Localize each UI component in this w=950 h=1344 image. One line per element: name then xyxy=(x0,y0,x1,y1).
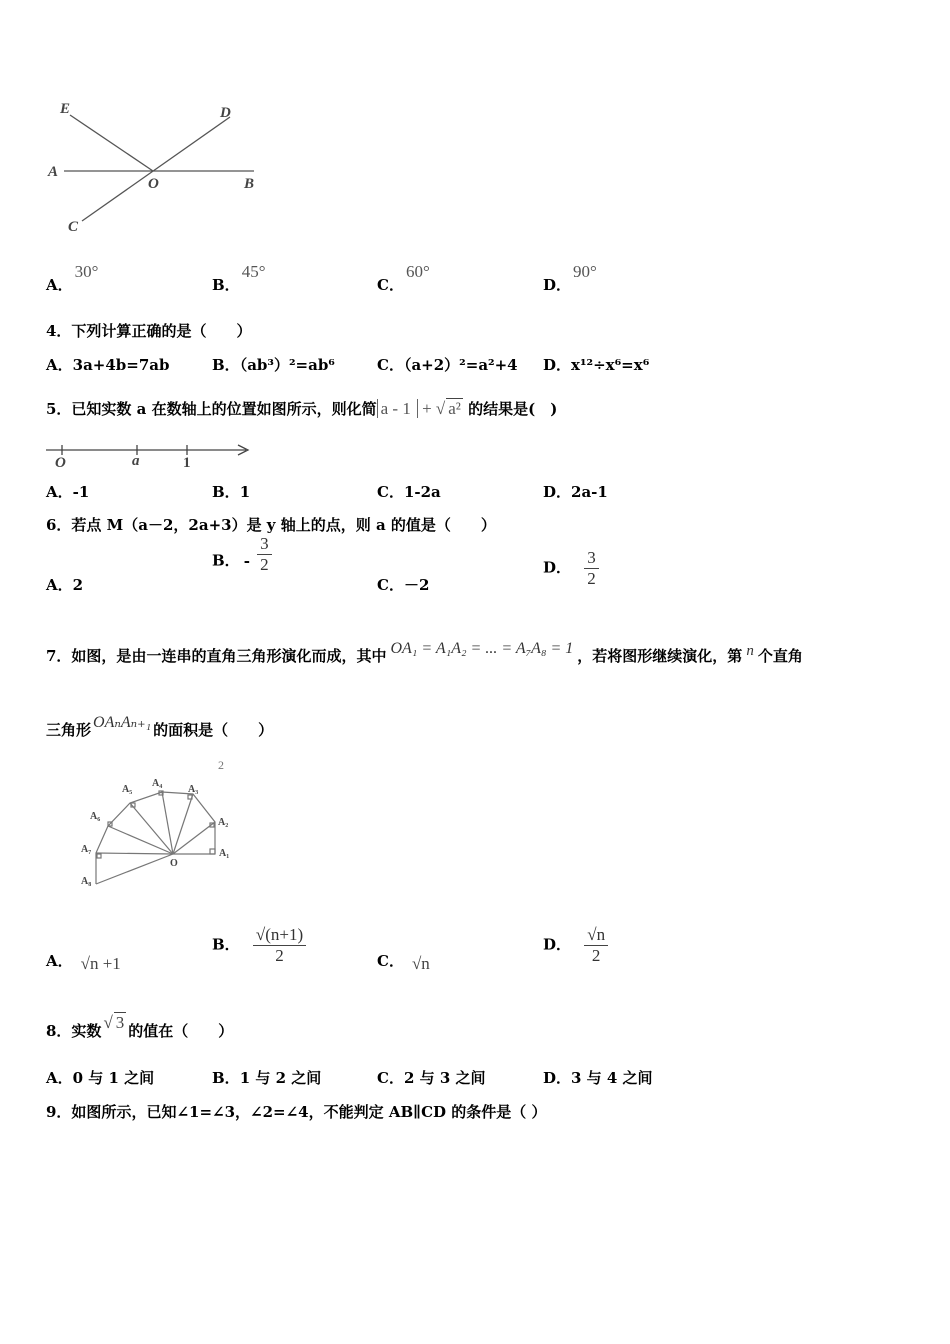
q7-n: n xyxy=(746,643,754,659)
q5-stem-after: 的结果是( ) xyxy=(468,400,558,418)
segment-O-A6 xyxy=(108,826,173,854)
label-A5: A₅ xyxy=(122,784,133,795)
option-letter: D． xyxy=(543,558,572,577)
option-letter: B． xyxy=(212,1069,240,1087)
option-text: -1 xyxy=(72,483,90,501)
q3-option-d[interactable] xyxy=(543,261,597,294)
option-letter: C． xyxy=(377,952,404,970)
q7-condition: OA₁ = A₁A₂ = ... = A₇A₈ = 1 xyxy=(390,640,574,657)
denominator: 2 xyxy=(260,555,269,574)
fraction xyxy=(584,925,608,966)
q7-stem-line2 xyxy=(46,714,274,740)
label-C: C xyxy=(68,219,79,235)
q7-line2-before: 三角形 xyxy=(46,721,92,739)
label-A4: A₄ xyxy=(152,778,163,789)
option-letter: B． xyxy=(212,483,240,501)
q7-stem-before: 7．如图，是由一连串的直角三角形演化而成，其中 xyxy=(46,647,387,665)
q6-stem: 6．若点 M（a－2，2a+3）是 y 轴上的点，则 a 的值是（ ） xyxy=(46,516,496,534)
option-letter: D． xyxy=(543,483,572,501)
label-1: 1 xyxy=(183,455,191,471)
label-A8: A₈ xyxy=(81,876,92,887)
option-letter: C． xyxy=(377,356,404,374)
q4-option-d[interactable] xyxy=(543,354,649,375)
option-letter: B． xyxy=(212,356,240,374)
segment-O-A5 xyxy=(130,803,173,854)
q8-stem-after: 的值在（ ） xyxy=(128,1022,234,1040)
label-B: B xyxy=(244,176,255,192)
q7-stray-mark: 2 xyxy=(218,758,224,772)
label-a: a xyxy=(132,453,140,469)
option-text: （a+2）²=a²+4 xyxy=(403,356,518,374)
option-letter: B． xyxy=(212,551,240,570)
q5-option-c[interactable] xyxy=(377,481,441,502)
q4-option-c[interactable] xyxy=(377,354,518,375)
q3-option-c[interactable] xyxy=(377,261,430,294)
option-text: 0 与 1 之间 xyxy=(72,1069,155,1087)
sqrt-radicand: 3 xyxy=(115,1013,125,1032)
q7-stem-line1 xyxy=(46,640,803,666)
option-letter: A． xyxy=(46,276,73,294)
option-text: 2 xyxy=(72,576,84,594)
q5-stem xyxy=(46,398,557,419)
q5-expression xyxy=(377,399,463,418)
q8-option-c[interactable] xyxy=(377,1067,486,1088)
option-letter: C． xyxy=(377,1069,404,1087)
option-text: 2 与 3 之间 xyxy=(403,1069,486,1087)
label-A3: A₃ xyxy=(188,784,199,795)
option-text: 3a+4b=7ab xyxy=(72,356,170,374)
label-A6: A₆ xyxy=(90,811,101,822)
q6-option-c[interactable] xyxy=(377,574,429,595)
label-O: O xyxy=(55,455,66,471)
q5-option-d[interactable] xyxy=(543,481,608,502)
denominator: 2 xyxy=(275,946,284,965)
q7-stem-mid: ，若将图形继续演化，第 xyxy=(577,647,743,665)
outer-boundary xyxy=(96,792,215,884)
spiral-triangle-figure xyxy=(70,770,245,895)
option-text: √n xyxy=(411,954,430,973)
q4-option-a[interactable] xyxy=(46,354,170,375)
q7-option-b[interactable] xyxy=(212,925,306,966)
option-letter: A． xyxy=(46,483,73,501)
numerator: 3 xyxy=(584,548,599,569)
q7-line2-after: 的面积是（ ） xyxy=(153,721,274,739)
q6-option-d[interactable] xyxy=(543,548,599,589)
option-letter: A． xyxy=(46,1069,73,1087)
option-letter: B． xyxy=(212,276,240,294)
option-letter: A． xyxy=(46,576,73,594)
fraction xyxy=(584,548,599,589)
option-letter: D． xyxy=(543,1069,572,1087)
q5-option-b[interactable] xyxy=(212,481,250,502)
label-A: A xyxy=(48,164,59,180)
option-text: √n +1 xyxy=(80,954,121,973)
q7-option-a[interactable] xyxy=(46,950,121,971)
option-text: 1 与 2 之间 xyxy=(239,1069,322,1087)
segment-O-A8 xyxy=(96,854,173,884)
abs-right-bar xyxy=(414,399,418,418)
denominator: 2 xyxy=(587,569,596,588)
minus-sign: - xyxy=(243,551,250,570)
option-letter: A． xyxy=(46,356,73,374)
segment-O-A7 xyxy=(96,853,173,854)
option-value: 60° xyxy=(405,262,430,281)
sqrt-symbol: √ xyxy=(435,399,446,418)
q7-option-d[interactable] xyxy=(543,925,608,966)
q7-stem-after: 个直角 xyxy=(757,647,803,665)
q3-option-a[interactable] xyxy=(46,261,99,294)
numerator: √n xyxy=(584,925,608,946)
fraction xyxy=(257,534,272,575)
option-letter: D． xyxy=(543,276,572,294)
q8-option-b[interactable] xyxy=(212,1067,321,1088)
option-letter: C． xyxy=(377,576,404,594)
plus-sign: + xyxy=(422,399,432,418)
label-A2: A₂ xyxy=(218,817,229,828)
angle-figure xyxy=(40,95,280,245)
label-D: D xyxy=(220,105,231,121)
right-angle-mark xyxy=(97,854,101,858)
label-A1: A₁ xyxy=(219,848,230,859)
option-text: －2 xyxy=(403,576,430,594)
segment-O-A2 xyxy=(173,822,215,854)
option-text: 1 xyxy=(239,483,251,501)
q7-triangle: OAₙAₙ₊₁ xyxy=(93,714,152,731)
sqrt-symbol: √ xyxy=(103,1013,113,1032)
q8-stem-before: 8．实数 xyxy=(46,1022,102,1040)
option-letter: B． xyxy=(212,935,240,954)
q8-option-a[interactable] xyxy=(46,1067,154,1088)
denominator: 2 xyxy=(591,946,601,965)
option-text: x¹²÷x⁶=x⁶ xyxy=(571,356,650,374)
abs-content: a - 1 xyxy=(380,399,411,418)
q6-option-b[interactable] xyxy=(212,534,272,575)
option-letter: D． xyxy=(543,356,572,374)
fraction xyxy=(253,925,306,966)
q5-option-a[interactable] xyxy=(46,481,89,502)
segment-O-A4 xyxy=(162,792,173,854)
option-letter: D． xyxy=(543,935,572,954)
option-text: （ab³）²=ab⁶ xyxy=(239,356,335,374)
label-E: E xyxy=(60,101,71,117)
option-text: 3 与 4 之间 xyxy=(571,1069,653,1087)
segment-O-A3 xyxy=(173,794,193,854)
q4-option-b[interactable] xyxy=(212,354,335,375)
label-O: O xyxy=(170,858,178,869)
numerator: 3 xyxy=(257,534,272,555)
line-EO xyxy=(70,115,153,171)
right-angle-mark xyxy=(210,849,215,854)
option-letter: A． xyxy=(46,952,73,970)
label-O: O xyxy=(148,176,159,192)
option-text: 1-2a xyxy=(403,483,441,501)
number-line xyxy=(40,438,260,472)
q3-option-b[interactable] xyxy=(212,261,266,294)
q8-sqrt xyxy=(103,1013,126,1032)
q8-stem xyxy=(46,1013,234,1041)
label-A7: A₇ xyxy=(81,844,92,855)
option-value: 30° xyxy=(74,262,99,281)
option-letter: C． xyxy=(377,483,404,501)
q9-stem: 9．如图所示，已知∠1=∠3，∠2=∠4，不能判定 AB∥CD 的条件是（ ） xyxy=(46,1103,547,1121)
q8-option-d[interactable] xyxy=(543,1067,653,1088)
line-CD xyxy=(82,117,230,221)
option-letter: C． xyxy=(377,276,404,294)
q7-option-c[interactable] xyxy=(377,950,430,971)
q4-stem: 4．下列计算正确的是（ ） xyxy=(46,322,252,340)
option-value: 45° xyxy=(241,262,266,281)
q5-stem-before: 5．已知实数 a 在数轴上的位置如图所示，则化简 xyxy=(46,400,377,418)
option-text: 2a-1 xyxy=(571,483,608,501)
sqrt-radicand: a² xyxy=(448,399,461,418)
option-value: 90° xyxy=(573,262,597,281)
numerator: √(n+1) xyxy=(253,925,306,946)
q6-option-a[interactable] xyxy=(46,574,83,595)
